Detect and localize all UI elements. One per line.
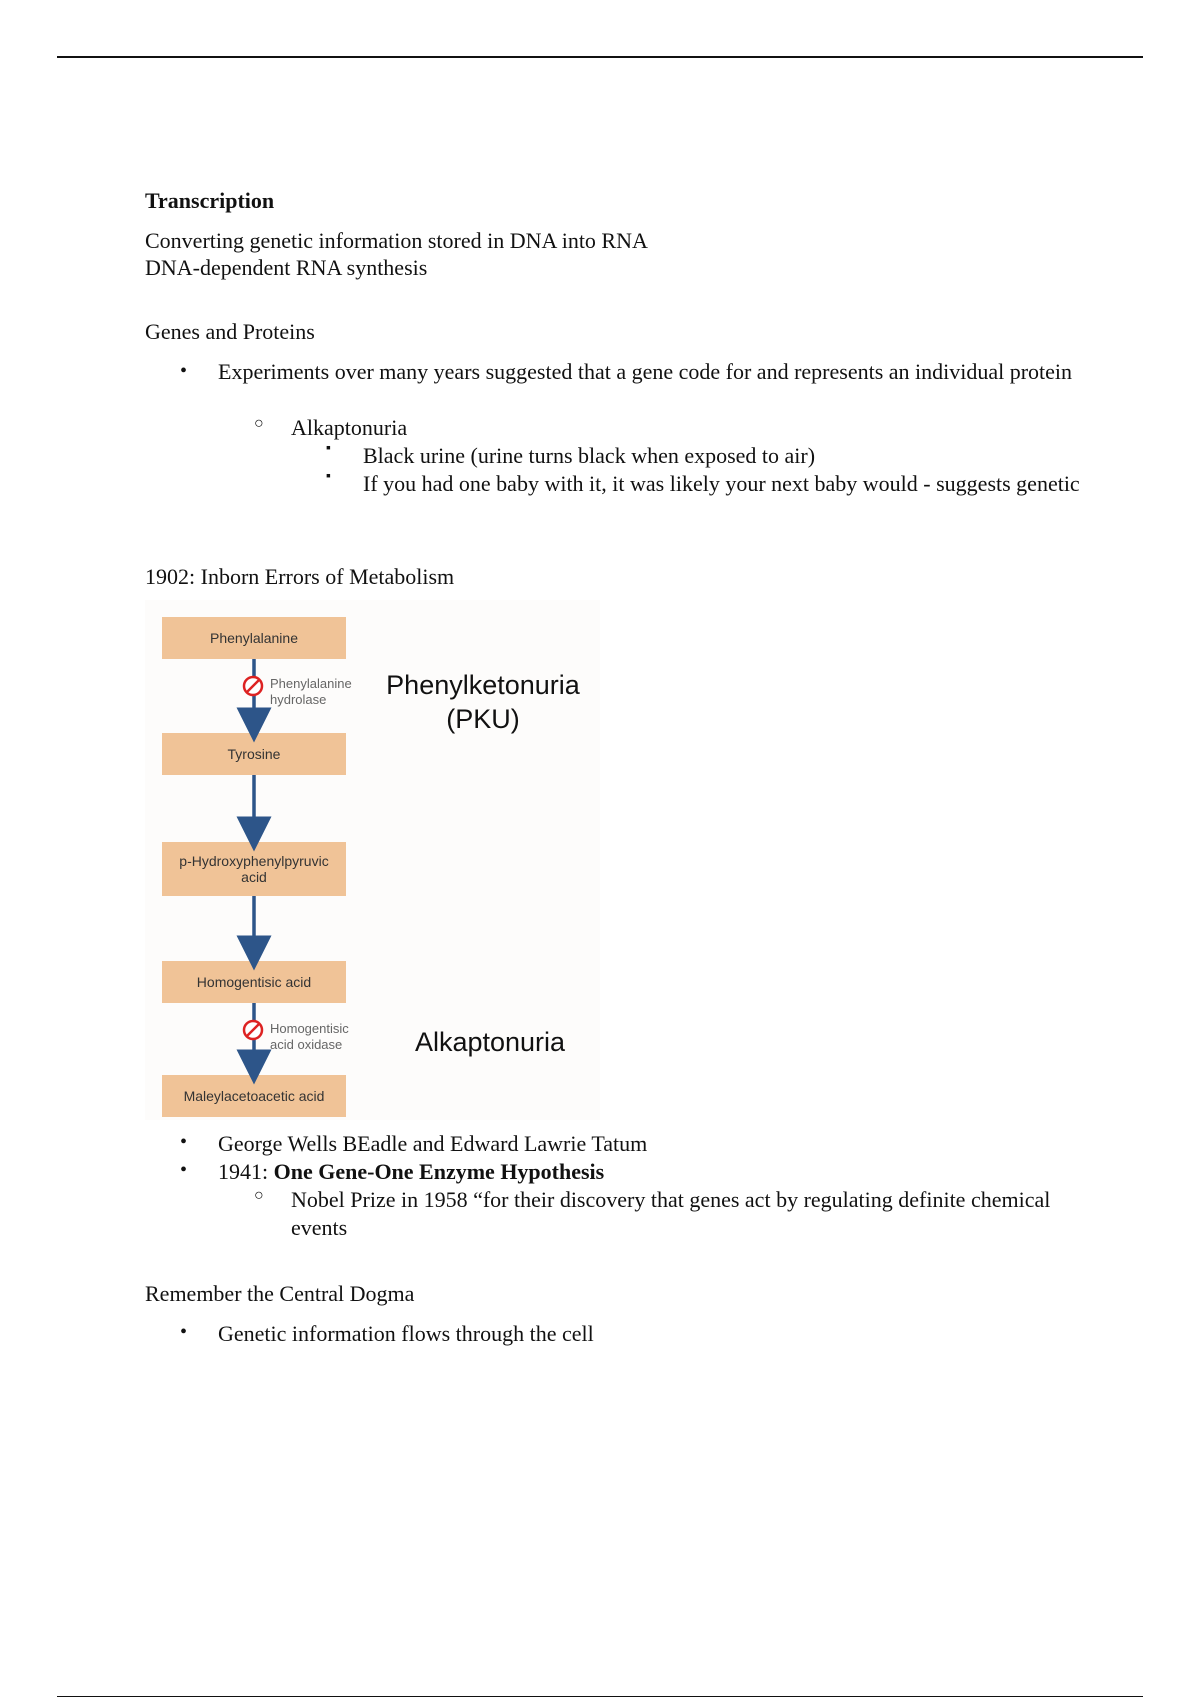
hypothesis-bullet <box>218 1158 604 1186</box>
enzyme-homogentisic-acid-oxidase: Homogentisic acid oxidase <box>270 1021 349 1052</box>
hypothesis-name: One Gene-One Enzyme Hypothesis <box>273 1159 605 1184</box>
disease-pku: Phenylketonuria (PKU) <box>386 670 580 734</box>
square-bullet-icon: ▪ <box>326 441 331 456</box>
box-maleylacetoacetic-acid: Maleylacetoacetic acid <box>162 1075 346 1117</box>
square-bullet-icon: ▪ <box>326 469 331 484</box>
bullet-icon: • <box>180 1131 188 1153</box>
bullet-icon: • <box>180 1159 188 1181</box>
circle-bullet-icon: ○ <box>254 1187 264 1204</box>
beadle-tatum-bullet: George Wells BEadle and Edward Lawrie Tatum <box>218 1131 648 1156</box>
hypothesis-year: 1941: <box>218 1159 274 1184</box>
genes-bullet-1: Experiments over many years suggested that a gene code for and represents an individual protein <box>218 359 1073 384</box>
metabolism-figure <box>145 600 600 1120</box>
blocked-icon <box>244 1021 262 1039</box>
box-phenylalanine: Phenylalanine <box>162 617 346 659</box>
bullet-icon: • <box>180 360 188 382</box>
footer-rule <box>57 1696 1143 1697</box>
intro-line-1: Converting genetic information stored in DNA into RNA <box>145 228 648 253</box>
page-title: Transcription <box>145 188 275 213</box>
box-homogentisic-acid: Homogentisic acid <box>162 961 346 1003</box>
genes-subsub-1: Black urine (urine turns black when exposed to air) <box>363 443 816 468</box>
blocked-icon <box>244 677 262 695</box>
inborn-heading: 1902: Inborn Errors of Metabolism <box>145 564 455 589</box>
genes-subsub-2: If you had one baby with it, it was likely your next baby would - suggests genetic <box>363 471 1080 496</box>
circle-bullet-icon: ○ <box>254 415 264 432</box>
header-rule <box>57 56 1143 58</box>
disease-alkaptonuria: Alkaptonuria <box>414 1027 566 1057</box>
dogma-bullet: Genetic information flows through the cell <box>218 1321 594 1346</box>
bullet-icon: • <box>180 1321 188 1343</box>
genes-heading: Genes and Proteins <box>145 319 315 344</box>
enzyme-phenylalanine-hydrolase: Phenylalanine hydrolase <box>270 676 352 707</box>
nobel-prize-note: Nobel Prize in 1958 “for their discovery that genes act by regulating definite chemical events <box>291 1187 1051 1240</box>
box-tyrosine: Tyrosine <box>162 733 346 775</box>
genes-sub-alkaptonuria: Alkaptonuria <box>291 415 408 440</box>
intro-line-2: DNA-dependent RNA synthesis <box>145 255 428 280</box>
dogma-heading: Remember the Central Dogma <box>145 1281 415 1306</box>
box-p-hydroxyphenylpyruvic-acid: p-Hydroxyphenylpyruvic acid <box>162 842 346 896</box>
